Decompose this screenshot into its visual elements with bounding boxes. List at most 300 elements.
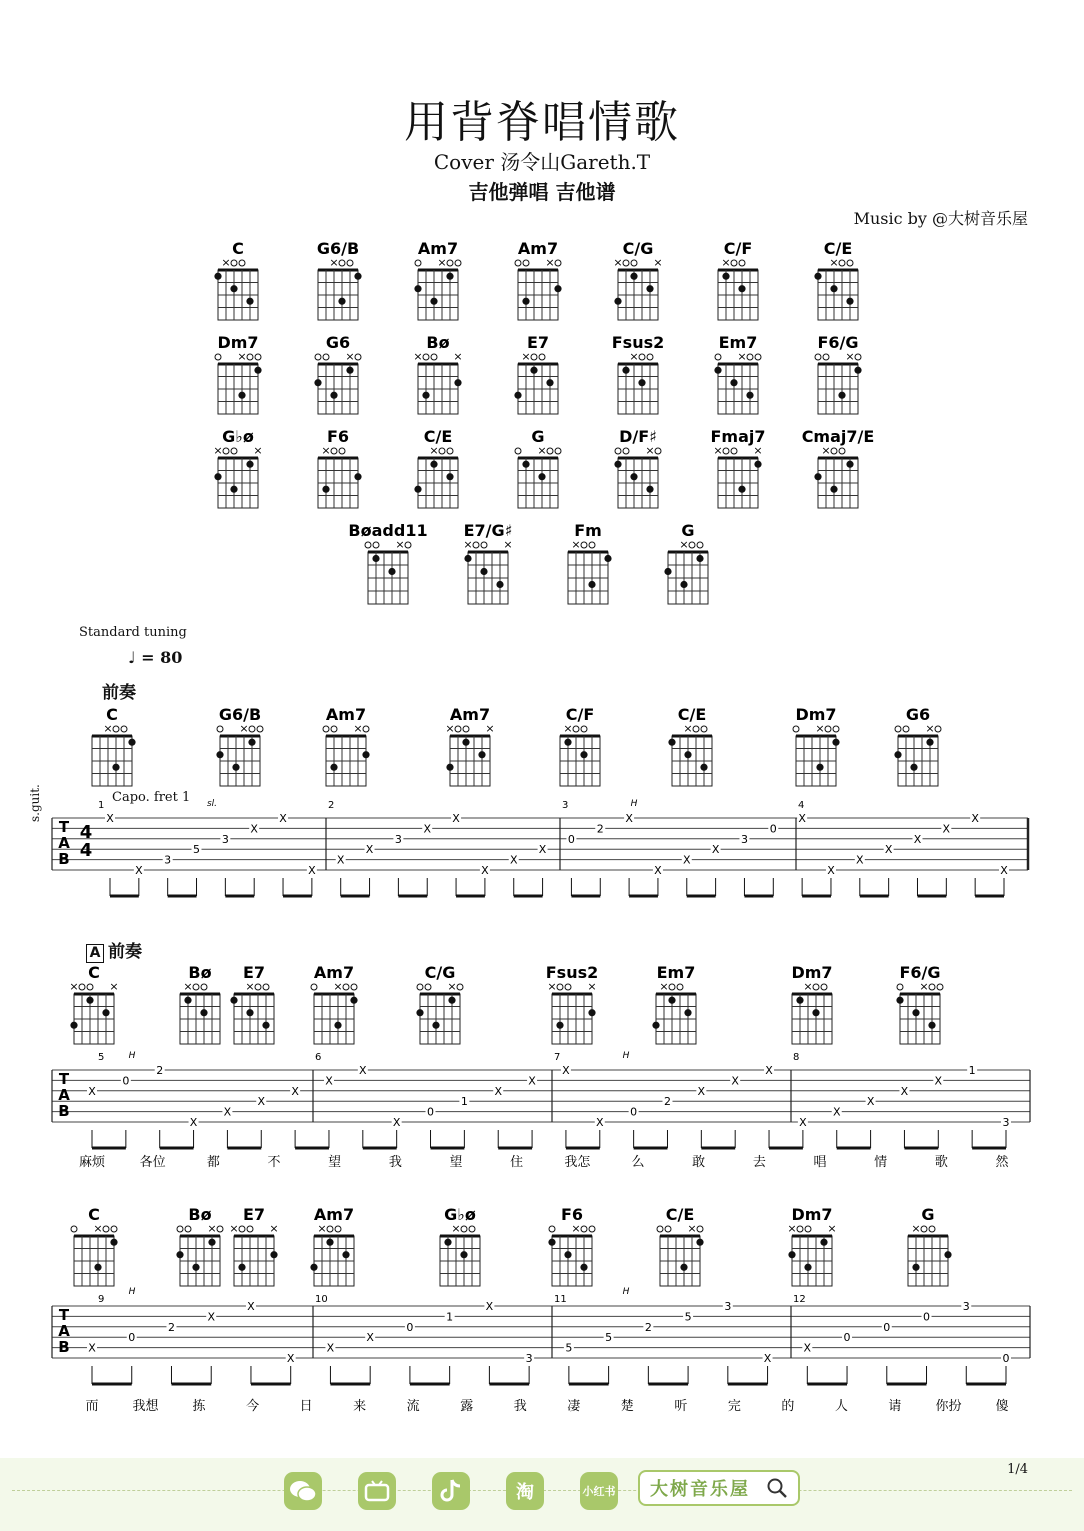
lyric-text: 都 — [206, 1155, 220, 1170]
open-mark — [565, 984, 571, 990]
chord-name: G6 — [905, 705, 931, 724]
open-mark — [331, 726, 337, 732]
technique-mark: H — [622, 1287, 630, 1297]
finger-dot — [580, 751, 587, 758]
lyric-text: 的 — [781, 1399, 795, 1414]
bilibili-icon[interactable] — [358, 1472, 396, 1510]
open-mark — [463, 726, 469, 732]
finger-dot — [588, 1009, 595, 1016]
mute-mark: × — [447, 980, 457, 993]
tab-note: X — [832, 1105, 841, 1119]
lyric-text: 拣 — [192, 1399, 206, 1414]
lyric-text: 住 — [510, 1155, 524, 1170]
tab-note: X — [326, 1341, 335, 1355]
chord-name: E7 — [242, 1205, 266, 1224]
open-mark — [455, 726, 461, 732]
open-mark — [805, 1226, 811, 1232]
mute-mark: × — [253, 444, 263, 457]
open-mark — [581, 1226, 587, 1232]
tab-note: 1 — [460, 1095, 468, 1109]
chord-name: D/F♯ — [619, 427, 657, 446]
finger-dot — [248, 739, 255, 746]
mute-mark: × — [229, 1222, 239, 1235]
tab-note: X — [359, 1064, 367, 1077]
chord-name: Dm7 — [791, 963, 833, 982]
finger-dot — [246, 1009, 253, 1016]
open-mark — [103, 1226, 109, 1232]
mute-mark: × — [537, 444, 547, 457]
time-sig-bottom: 4 — [79, 840, 93, 861]
open-mark — [825, 726, 831, 732]
open-mark — [335, 1226, 341, 1232]
finger-dot — [262, 1022, 269, 1029]
tab-note: X — [509, 853, 518, 867]
finger-dot — [832, 739, 839, 746]
tab-note: X — [683, 853, 691, 867]
xiaohongshu-icon[interactable]: 小红书 — [580, 1472, 618, 1510]
finger-dot — [232, 764, 239, 771]
open-mark — [193, 984, 199, 990]
tab-note: X — [596, 1116, 604, 1129]
search-box[interactable] — [638, 1470, 800, 1506]
chord-name: Bøadd11 — [348, 521, 428, 540]
finger-dot — [796, 997, 803, 1004]
mute-mark: × — [821, 444, 831, 457]
mute-mark: × — [683, 722, 693, 735]
chord-name: C — [232, 239, 244, 258]
technique-mark: H — [630, 799, 638, 809]
open-mark — [113, 726, 119, 732]
mute-mark: × — [245, 980, 255, 993]
finger-dot — [350, 997, 357, 1004]
tab-note: 0 — [567, 832, 575, 846]
finger-dot — [446, 764, 453, 771]
tab-note: X — [88, 1084, 96, 1098]
open-mark — [425, 984, 431, 990]
finger-dot — [128, 739, 135, 746]
tab-clef-letter: A — [58, 1322, 70, 1340]
mute-mark: × — [753, 444, 763, 457]
mute-mark: × — [925, 722, 935, 735]
tab-note: X — [452, 812, 460, 825]
mute-mark: × — [413, 350, 423, 363]
lyric-text: 我 — [513, 1399, 527, 1414]
finger-dot — [478, 751, 485, 758]
open-mark — [217, 1226, 223, 1232]
search-text: 大树音乐屋 — [650, 1479, 750, 1500]
tab-note: 0 — [1002, 1352, 1010, 1365]
chord-name: C/G — [622, 239, 654, 258]
tab-note: X — [286, 1352, 295, 1365]
tempo-value: = 80 — [141, 648, 183, 667]
tab-note: 2 — [167, 1320, 175, 1334]
lyric-text: 敢 — [692, 1155, 706, 1170]
measure-number: 4 — [798, 800, 805, 811]
tab-clef-letter: T — [58, 1306, 70, 1324]
chord-name: Fm — [574, 521, 602, 540]
open-mark — [895, 726, 901, 732]
open-mark — [249, 726, 255, 732]
mute-mark: × — [629, 350, 639, 363]
chord-name: F6 — [560, 1205, 584, 1224]
tab-note: X — [799, 1116, 807, 1129]
lyric-text: 今 — [246, 1399, 260, 1414]
wechat-icon[interactable] — [284, 1472, 322, 1510]
open-mark — [693, 726, 699, 732]
mute-mark: × — [613, 256, 623, 269]
finger-dot — [912, 1264, 919, 1271]
measure-number: 11 — [554, 1294, 567, 1305]
open-mark — [469, 1226, 475, 1232]
tab-note: 2 — [644, 1320, 652, 1334]
chord-name: C/F — [565, 705, 595, 724]
mute-mark: × — [521, 350, 531, 363]
tab-note: X — [765, 1064, 773, 1077]
mute-mark: × — [687, 1222, 697, 1235]
finger-dot — [208, 1239, 215, 1246]
mute-mark: × — [345, 350, 355, 363]
lyric-text: 望 — [449, 1155, 463, 1170]
open-mark — [177, 1226, 183, 1232]
open-mark — [185, 1226, 191, 1232]
credit-text: Music by @大树音乐屋 — [853, 209, 1028, 228]
open-mark — [929, 1226, 935, 1232]
open-mark — [797, 1226, 803, 1232]
taobao-icon[interactable]: 淘 — [506, 1472, 544, 1510]
tab-note: X — [481, 864, 489, 877]
measure-number: 3 — [562, 800, 569, 811]
finger-dot — [70, 1022, 77, 1029]
finger-dot — [238, 1264, 245, 1271]
chord-name: G♭ø — [222, 427, 254, 446]
finger-dot — [816, 764, 823, 771]
search-icon — [766, 1477, 788, 1499]
open-mark — [323, 726, 329, 732]
mute-mark: × — [571, 1222, 581, 1235]
tab-clef-letter: B — [58, 1338, 70, 1356]
mute-mark: × — [437, 256, 447, 269]
open-mark — [665, 1226, 671, 1232]
tab-note: X — [625, 812, 633, 825]
open-mark — [581, 726, 587, 732]
douyin-icon[interactable] — [432, 1472, 470, 1510]
tab-note: 0 — [883, 1320, 891, 1334]
tab-note: X — [934, 1074, 943, 1088]
tab-note: X — [106, 812, 114, 825]
finger-dot — [820, 1239, 827, 1246]
chord-name: F6 — [326, 427, 350, 446]
finger-dot — [928, 1022, 935, 1029]
finger-dot — [788, 1251, 795, 1258]
tab-note: 2 — [156, 1064, 164, 1077]
lyric-text: 你扮 — [935, 1399, 962, 1414]
chord-name: C/F — [723, 239, 753, 258]
song-title: 用背脊唱情歌 — [404, 97, 680, 148]
tab-clef-letter: A — [58, 1086, 70, 1104]
mute-mark: × — [69, 980, 79, 993]
open-mark — [557, 984, 563, 990]
lyric-text: 然 — [995, 1155, 1009, 1170]
finger-dot — [200, 1009, 207, 1016]
mute-mark: × — [485, 722, 495, 735]
finger-dot — [668, 997, 675, 1004]
finger-dot — [564, 1251, 571, 1258]
open-mark — [247, 1226, 253, 1232]
finger-dot — [894, 751, 901, 758]
lyric-text: 望 — [328, 1155, 342, 1170]
open-mark — [255, 984, 261, 990]
mute-mark: × — [721, 256, 731, 269]
chord-name: G6/B — [218, 705, 262, 724]
tab-note: X — [942, 822, 951, 836]
measure-number: 8 — [793, 1052, 800, 1063]
lyric-text: 日 — [299, 1399, 313, 1414]
finger-dot — [362, 751, 369, 758]
chord-name: Dm7 — [795, 705, 837, 724]
chord-name: Fsus2 — [545, 963, 599, 982]
open-mark — [697, 1226, 703, 1232]
chord-name: C/E — [423, 427, 453, 446]
open-mark — [257, 726, 263, 732]
mute-mark: × — [329, 256, 339, 269]
mute-mark: × — [103, 722, 113, 735]
quarter-note-icon: ♩ — [128, 648, 136, 667]
measure-number: 10 — [315, 1294, 328, 1305]
finger-dot — [696, 1239, 703, 1246]
mute-mark: × — [919, 980, 929, 993]
open-mark — [921, 1226, 927, 1232]
mute-mark: × — [679, 538, 689, 551]
lyric-text: 去 — [752, 1155, 766, 1170]
lyric-text: 我怎 — [564, 1155, 591, 1170]
mute-mark: × — [321, 444, 331, 457]
tab-clef-letter: A — [58, 834, 70, 852]
finger-dot — [804, 1264, 811, 1271]
chord-name: Am7 — [325, 705, 367, 724]
finger-dot — [94, 1264, 101, 1271]
tab-note: X — [247, 1300, 255, 1313]
chord-name: Fmaj7 — [710, 427, 766, 446]
mute-mark: × — [183, 980, 193, 993]
chord-name: Am7 — [449, 705, 491, 724]
mute-mark: × — [911, 1222, 921, 1235]
rehearsal-mark: A — [86, 944, 104, 963]
instrument-name: s.guit. — [28, 784, 42, 822]
open-mark — [327, 1226, 333, 1232]
finger-dot — [326, 1239, 333, 1246]
tab-note: 0 — [843, 1331, 851, 1345]
open-mark — [217, 726, 223, 732]
chord-name: F6/G — [817, 333, 859, 352]
tab-note: 1 — [446, 1310, 454, 1324]
chord-name: C/G — [424, 963, 456, 982]
finger-dot — [700, 764, 707, 771]
tab-note: 0 — [406, 1320, 414, 1334]
finger-dot — [444, 1239, 451, 1246]
open-mark — [457, 984, 463, 990]
mute-mark: × — [221, 256, 231, 269]
open-mark — [897, 984, 903, 990]
mute-mark: × — [353, 722, 363, 735]
lyric-text: 么 — [631, 1155, 645, 1170]
mute-mark: × — [713, 444, 723, 457]
tab-note: X — [494, 1084, 502, 1098]
lyric-text: 请 — [888, 1399, 902, 1414]
tab-note: 0 — [923, 1310, 931, 1324]
mute-mark: × — [737, 350, 747, 363]
tab-note: 0 — [128, 1331, 136, 1345]
tuning-label: Standard tuning — [79, 625, 187, 640]
chord-name: Em7 — [718, 333, 758, 352]
tab-note: 3 — [394, 832, 402, 846]
finger-dot — [112, 764, 119, 771]
finger-dot — [270, 1251, 277, 1258]
tab-note: 3 — [1002, 1116, 1010, 1129]
chord-name: Bø — [188, 963, 212, 982]
open-mark — [79, 984, 85, 990]
measure-number: 5 — [98, 1052, 105, 1063]
open-mark — [461, 1226, 467, 1232]
mute-mark: × — [213, 444, 223, 457]
tab-note: X — [308, 864, 316, 877]
chord-name: E7 — [526, 333, 550, 352]
tab-note: 3 — [740, 832, 748, 846]
tab-note: X — [900, 1084, 909, 1098]
lyric-text: 不 — [267, 1155, 281, 1170]
lyric-text: 各位 — [139, 1155, 166, 1170]
tab-note: X — [803, 1341, 812, 1355]
open-mark — [343, 984, 349, 990]
tab-note: X — [336, 853, 345, 867]
mute-mark: × — [659, 980, 669, 993]
tab-clef-letter: B — [58, 850, 70, 868]
tab-note: 3 — [724, 1300, 732, 1313]
finger-dot — [102, 1009, 109, 1016]
chord-name: G — [531, 427, 545, 446]
finger-dot — [912, 1009, 919, 1016]
tab-note: 5 — [605, 1331, 613, 1345]
finger-dot — [334, 1022, 341, 1029]
finger-dot — [176, 1251, 183, 1258]
mute-mark: × — [587, 980, 597, 993]
tab-note: X — [189, 1116, 198, 1129]
lyric-text: 傻 — [995, 1399, 1009, 1414]
open-mark — [903, 726, 909, 732]
chord-name: Am7 — [417, 239, 459, 258]
finger-dot — [192, 1264, 199, 1271]
open-mark — [657, 1226, 663, 1232]
lyric-text: 流 — [406, 1399, 420, 1414]
mute-mark: × — [803, 980, 813, 993]
finger-dot — [460, 1251, 467, 1258]
finger-dot — [184, 997, 191, 1004]
lyric-text: 情 — [874, 1155, 888, 1170]
chord-name: Am7 — [517, 239, 559, 258]
chord-name: C/E — [823, 239, 853, 258]
finger-dot — [684, 1009, 691, 1016]
chord-name: E7 — [242, 963, 266, 982]
tab-note: X — [654, 864, 662, 877]
tab-clef-letter: B — [58, 1102, 70, 1120]
technique-mark: H — [128, 1051, 136, 1061]
tab-note: X — [731, 1074, 739, 1088]
open-mark — [263, 984, 269, 990]
tab-note: 3 — [525, 1352, 533, 1365]
tab-note: X — [697, 1084, 706, 1098]
lyric-text: 麻烦 — [78, 1155, 106, 1170]
open-mark — [549, 1226, 555, 1232]
page-number: 1/4 — [1007, 1462, 1028, 1477]
lyric-text: 我 — [388, 1155, 402, 1170]
tab-note: 2 — [663, 1095, 671, 1109]
tab-note: X — [1000, 864, 1008, 877]
tab-note: X — [884, 843, 893, 857]
chord-name: F6/G — [899, 963, 941, 982]
lyric-text: 我想 — [132, 1399, 159, 1414]
finger-dot — [548, 1239, 555, 1246]
mute-mark: × — [547, 980, 557, 993]
tab-note: X — [207, 1310, 215, 1324]
tab-note: X — [291, 1084, 299, 1098]
chord-name: Bø — [188, 1205, 212, 1224]
finger-dot — [944, 1251, 951, 1258]
open-mark — [813, 984, 819, 990]
open-mark — [573, 726, 579, 732]
capo-text: Capo. fret 1 — [112, 790, 191, 805]
mute-mark: × — [239, 722, 249, 735]
lyric-text: 听 — [674, 1399, 688, 1414]
finger-dot — [680, 1264, 687, 1271]
chord-name: Bø — [426, 333, 450, 352]
finger-dot — [342, 1251, 349, 1258]
tab-note: 0 — [122, 1074, 130, 1088]
tab-note: X — [562, 1064, 570, 1077]
tab-note: X — [392, 1116, 401, 1129]
finger-dot — [926, 739, 933, 746]
finger-dot — [668, 739, 675, 746]
tab-note: X — [135, 864, 143, 877]
open-mark — [363, 726, 369, 732]
measure-number: 12 — [793, 1294, 806, 1305]
mute-mark: × — [653, 256, 663, 269]
finger-dot — [310, 1264, 317, 1271]
chord-name: Am7 — [313, 963, 355, 982]
chord-name: Am7 — [313, 1205, 355, 1224]
mute-mark: × — [109, 980, 119, 993]
chord-name: Dm7 — [791, 1205, 833, 1224]
tab-note: X — [279, 812, 287, 825]
tab-note: X — [366, 1331, 374, 1345]
mute-mark: × — [445, 722, 455, 735]
lyric-text: 完 — [727, 1399, 741, 1414]
mute-mark: × — [845, 350, 855, 363]
tab-note: 3 — [962, 1300, 970, 1313]
open-mark — [833, 726, 839, 732]
finger-dot — [416, 1009, 423, 1016]
finger-dot — [86, 997, 93, 1004]
mute-mark: × — [829, 256, 839, 269]
song-type: 吉他弹唱 吉他谱 — [468, 180, 616, 204]
tab-note: X — [485, 1300, 494, 1313]
chord-name: G — [921, 1205, 935, 1224]
open-mark — [201, 984, 207, 990]
chord-name: E7/G♯ — [463, 521, 513, 540]
measure-number: 9 — [98, 1294, 105, 1305]
lyric-text: 楚 — [620, 1399, 634, 1414]
chord-name: G — [681, 521, 695, 540]
open-mark — [701, 726, 707, 732]
mute-mark: × — [317, 1222, 327, 1235]
